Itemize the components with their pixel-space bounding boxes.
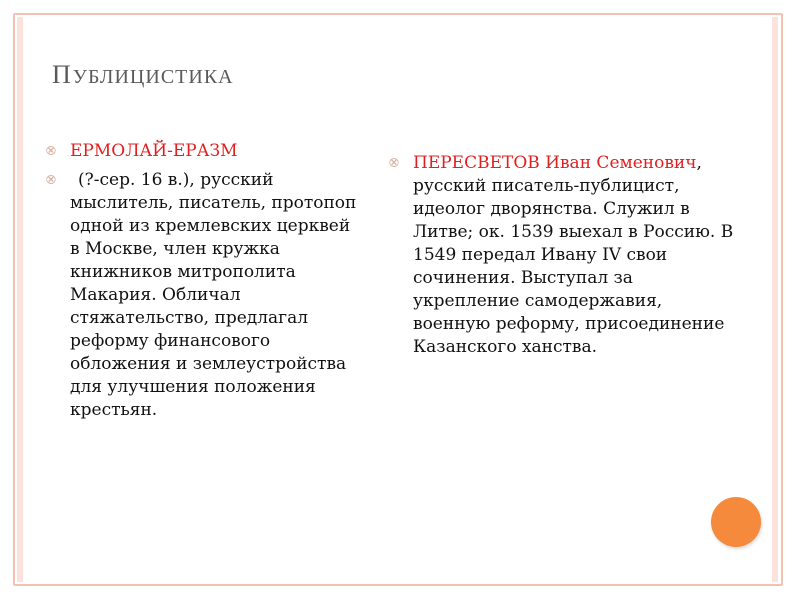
left-heading: ЕРМОЛАЙ-ЕРАЗМ <box>70 141 238 161</box>
list-item-right <box>385 152 735 359</box>
list-item-body <box>42 169 362 422</box>
right-body: , русский писатель-публицист, идеолог дворянства. Служил в Литве; ок. 1539 выехал в Россию. В 1549 передал Ивану IV свои сочинения. Выступал за укрепление самодержавия, военную реформу, присоединение Казанского ханства. <box>413 153 734 357</box>
title-rest: УБЛИЦИСТИКА <box>72 66 234 88</box>
frame-left-band <box>17 17 23 582</box>
title-first-letter: П <box>52 60 73 89</box>
right-name: ПЕРЕСВЕТОВ Иван Семенович <box>413 153 697 173</box>
right-column <box>385 152 735 365</box>
frame-right-band <box>772 17 778 582</box>
slide-title <box>52 60 234 90</box>
list-item-heading <box>42 140 362 163</box>
left-column <box>42 140 362 428</box>
orange-circle-icon <box>711 497 761 547</box>
bullet-icon: ⮿ <box>45 144 57 159</box>
bullet-icon: ⮿ <box>388 156 400 171</box>
left-body: (?-сер. 16 в.), русский мыслитель, писатель, протопоп одной из кремлевских церквей в Москве, член кружка книжников митрополита Макария. Обличал стяжательство, предлагал реформу финансового обложения и землеустройства для улучшения положения крестьян. <box>70 170 357 420</box>
bullet-icon: ⮿ <box>45 173 57 188</box>
